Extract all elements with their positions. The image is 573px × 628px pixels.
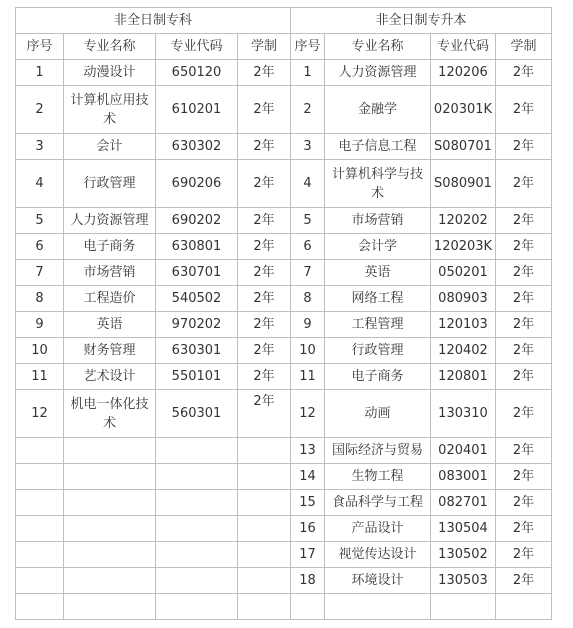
empty-cell xyxy=(64,490,156,516)
right-duration: 2年 xyxy=(496,286,552,312)
right-no: 16 xyxy=(291,516,325,542)
left-code: 630801 xyxy=(156,234,238,260)
right-no: 10 xyxy=(291,338,325,364)
left-duration: 2年 xyxy=(238,60,291,86)
left-code: 630302 xyxy=(156,134,238,160)
empty-cell xyxy=(64,438,156,464)
right-code: 080903 xyxy=(431,286,496,312)
right-code: 120202 xyxy=(431,208,496,234)
left-header-no: 序号 xyxy=(16,34,64,60)
empty-cell xyxy=(16,542,64,568)
right-no: 11 xyxy=(291,364,325,390)
left-name: 电子商务 xyxy=(64,234,156,260)
table-row xyxy=(16,60,552,86)
table-row xyxy=(16,464,552,490)
right-code: 020301K xyxy=(431,86,496,134)
left-code: 550101 xyxy=(156,364,238,390)
empty-cell xyxy=(156,438,238,464)
empty-cell xyxy=(156,516,238,542)
table-row xyxy=(16,438,552,464)
right-no: 2 xyxy=(291,86,325,134)
left-header-code: 专业代码 xyxy=(156,34,238,60)
right-header-code: 专业代码 xyxy=(431,34,496,60)
right-name: 视觉传达设计 xyxy=(325,542,431,568)
left-no: 6 xyxy=(16,234,64,260)
table-row xyxy=(16,490,552,516)
left-no: 9 xyxy=(16,312,64,338)
right-code: 120801 xyxy=(431,364,496,390)
right-duration: 2年 xyxy=(496,134,552,160)
left-no: 5 xyxy=(16,208,64,234)
right-name: 电子商务 xyxy=(325,364,431,390)
left-code: 540502 xyxy=(156,286,238,312)
right-no: 18 xyxy=(291,568,325,594)
left-duration: 2年 xyxy=(238,312,291,338)
left-duration: 2年 xyxy=(238,390,291,438)
table-row xyxy=(16,208,552,234)
right-duration: 2年 xyxy=(496,86,552,134)
left-code: 560301 xyxy=(156,390,238,438)
right-no: 17 xyxy=(291,542,325,568)
right-duration: 2年 xyxy=(496,464,552,490)
right-no: 15 xyxy=(291,490,325,516)
table-row xyxy=(16,390,552,438)
right-code: S080701 xyxy=(431,134,496,160)
table-row xyxy=(16,286,552,312)
right-name: 生物工程 xyxy=(325,464,431,490)
table-row xyxy=(16,86,552,134)
left-duration: 2年 xyxy=(238,134,291,160)
empty-cell xyxy=(238,516,291,542)
left-no: 3 xyxy=(16,134,64,160)
right-no: 8 xyxy=(291,286,325,312)
table-row xyxy=(16,516,552,542)
left-code: 970202 xyxy=(156,312,238,338)
left-header-name: 专业名称 xyxy=(64,34,156,60)
left-no: 1 xyxy=(16,60,64,86)
right-name: 金融学 xyxy=(325,86,431,134)
right-name: 人力资源管理 xyxy=(325,60,431,86)
right-name: 动画 xyxy=(325,390,431,438)
left-name: 市场营销 xyxy=(64,260,156,286)
left-no: 12 xyxy=(16,390,64,438)
left-name: 人力资源管理 xyxy=(64,208,156,234)
right-name: 国际经济与贸易 xyxy=(325,438,431,464)
empty-cell xyxy=(64,568,156,594)
table-row xyxy=(16,234,552,260)
right-code: 130502 xyxy=(431,542,496,568)
right-duration: 2年 xyxy=(496,312,552,338)
right-no: 5 xyxy=(291,208,325,234)
empty-cell xyxy=(64,464,156,490)
right-code: 120402 xyxy=(431,338,496,364)
left-duration: 2年 xyxy=(238,338,291,364)
right-no: 1 xyxy=(291,60,325,86)
left-name: 财务管理 xyxy=(64,338,156,364)
left-code: 630301 xyxy=(156,338,238,364)
right-code: 082701 xyxy=(431,490,496,516)
right-header-no: 序号 xyxy=(291,34,325,60)
left-no: 11 xyxy=(16,364,64,390)
table-row xyxy=(16,338,552,364)
right-duration: 2年 xyxy=(496,338,552,364)
empty-cell xyxy=(16,490,64,516)
empty-cell xyxy=(16,594,64,620)
left-no: 4 xyxy=(16,160,64,208)
empty-cell xyxy=(16,464,64,490)
left-code: 610201 xyxy=(156,86,238,134)
right-duration: 2年 xyxy=(496,208,552,234)
left-name: 艺术设计 xyxy=(64,364,156,390)
table-row xyxy=(16,364,552,390)
empty-cell xyxy=(238,594,291,620)
table-row xyxy=(16,312,552,338)
right-duration: 2年 xyxy=(496,490,552,516)
empty-cell xyxy=(238,438,291,464)
empty-cell xyxy=(238,464,291,490)
table-row xyxy=(16,568,552,594)
right-name: 行政管理 xyxy=(325,338,431,364)
right-code: S080901 xyxy=(431,160,496,208)
right-name: 电子信息工程 xyxy=(325,134,431,160)
right-name: 工程管理 xyxy=(325,312,431,338)
table-row xyxy=(16,260,552,286)
left-name: 英语 xyxy=(64,312,156,338)
empty-cell xyxy=(156,594,238,620)
empty-cell xyxy=(156,464,238,490)
right-no: 4 xyxy=(291,160,325,208)
right-code: 120206 xyxy=(431,60,496,86)
right-no: 14 xyxy=(291,464,325,490)
left-name: 动漫设计 xyxy=(64,60,156,86)
left-duration: 2年 xyxy=(238,260,291,286)
left-name: 机电一体化技术 xyxy=(64,390,156,438)
left-no: 8 xyxy=(16,286,64,312)
empty-cell xyxy=(156,542,238,568)
right-code: 120203K xyxy=(431,234,496,260)
right-duration: 2年 xyxy=(496,60,552,86)
right-no: 6 xyxy=(291,234,325,260)
empty-cell xyxy=(64,542,156,568)
empty-cell xyxy=(238,490,291,516)
empty-cell xyxy=(238,542,291,568)
right-code: 120103 xyxy=(431,312,496,338)
right-duration: 2年 xyxy=(496,160,552,208)
left-duration: 2年 xyxy=(238,86,291,134)
empty-cell xyxy=(156,568,238,594)
left-code: 630701 xyxy=(156,260,238,286)
right-name: 产品设计 xyxy=(325,516,431,542)
right-name: 会计学 xyxy=(325,234,431,260)
right-name: 食品科学与工程 xyxy=(325,490,431,516)
empty-cell xyxy=(496,594,552,620)
right-duration: 2年 xyxy=(496,364,552,390)
right-code: 130310 xyxy=(431,390,496,438)
title-row xyxy=(16,8,552,34)
right-name: 网络工程 xyxy=(325,286,431,312)
right-name: 市场营销 xyxy=(325,208,431,234)
right-name: 英语 xyxy=(325,260,431,286)
right-duration: 2年 xyxy=(496,234,552,260)
left-duration: 2年 xyxy=(238,234,291,260)
left-duration: 2年 xyxy=(238,286,291,312)
right-duration: 2年 xyxy=(496,516,552,542)
right-duration: 2年 xyxy=(496,390,552,438)
right-code: 130504 xyxy=(431,516,496,542)
right-name: 计算机科学与技术 xyxy=(325,160,431,208)
right-code: 083001 xyxy=(431,464,496,490)
right-duration: 2年 xyxy=(496,260,552,286)
empty-cell xyxy=(325,594,431,620)
left-header-duration: 学制 xyxy=(238,34,291,60)
right-header-duration: 学制 xyxy=(496,34,552,60)
left-name: 行政管理 xyxy=(64,160,156,208)
empty-cell xyxy=(16,516,64,542)
left-code: 690206 xyxy=(156,160,238,208)
empty-cell xyxy=(16,568,64,594)
right-code: 020401 xyxy=(431,438,496,464)
left-name: 会计 xyxy=(64,134,156,160)
empty-cell xyxy=(16,438,64,464)
right-code: 130503 xyxy=(431,568,496,594)
right-no: 9 xyxy=(291,312,325,338)
header-row xyxy=(16,34,552,60)
empty-cell xyxy=(156,490,238,516)
left-duration: 2年 xyxy=(238,208,291,234)
empty-cell xyxy=(238,568,291,594)
right-title: 非全日制专升本 xyxy=(291,8,552,34)
right-duration: 2年 xyxy=(496,438,552,464)
table-row xyxy=(16,160,552,208)
left-title: 非全日制专科 xyxy=(16,8,291,34)
majors-table xyxy=(15,7,552,620)
left-duration: 2年 xyxy=(238,160,291,208)
table-row-empty xyxy=(16,594,552,620)
right-duration: 2年 xyxy=(496,542,552,568)
left-no: 10 xyxy=(16,338,64,364)
right-no: 7 xyxy=(291,260,325,286)
left-name: 工程造价 xyxy=(64,286,156,312)
right-code: 050201 xyxy=(431,260,496,286)
left-duration: 2年 xyxy=(238,364,291,390)
empty-cell xyxy=(431,594,496,620)
left-no: 7 xyxy=(16,260,64,286)
right-no: 3 xyxy=(291,134,325,160)
table-row xyxy=(16,542,552,568)
right-name: 环境设计 xyxy=(325,568,431,594)
left-code: 650120 xyxy=(156,60,238,86)
table-row xyxy=(16,134,552,160)
right-duration: 2年 xyxy=(496,568,552,594)
right-header-name: 专业名称 xyxy=(325,34,431,60)
right-no: 12 xyxy=(291,390,325,438)
left-name: 计算机应用技术 xyxy=(64,86,156,134)
empty-cell xyxy=(64,594,156,620)
empty-cell xyxy=(64,516,156,542)
left-code: 690202 xyxy=(156,208,238,234)
left-no: 2 xyxy=(16,86,64,134)
right-no: 13 xyxy=(291,438,325,464)
empty-cell xyxy=(291,594,325,620)
